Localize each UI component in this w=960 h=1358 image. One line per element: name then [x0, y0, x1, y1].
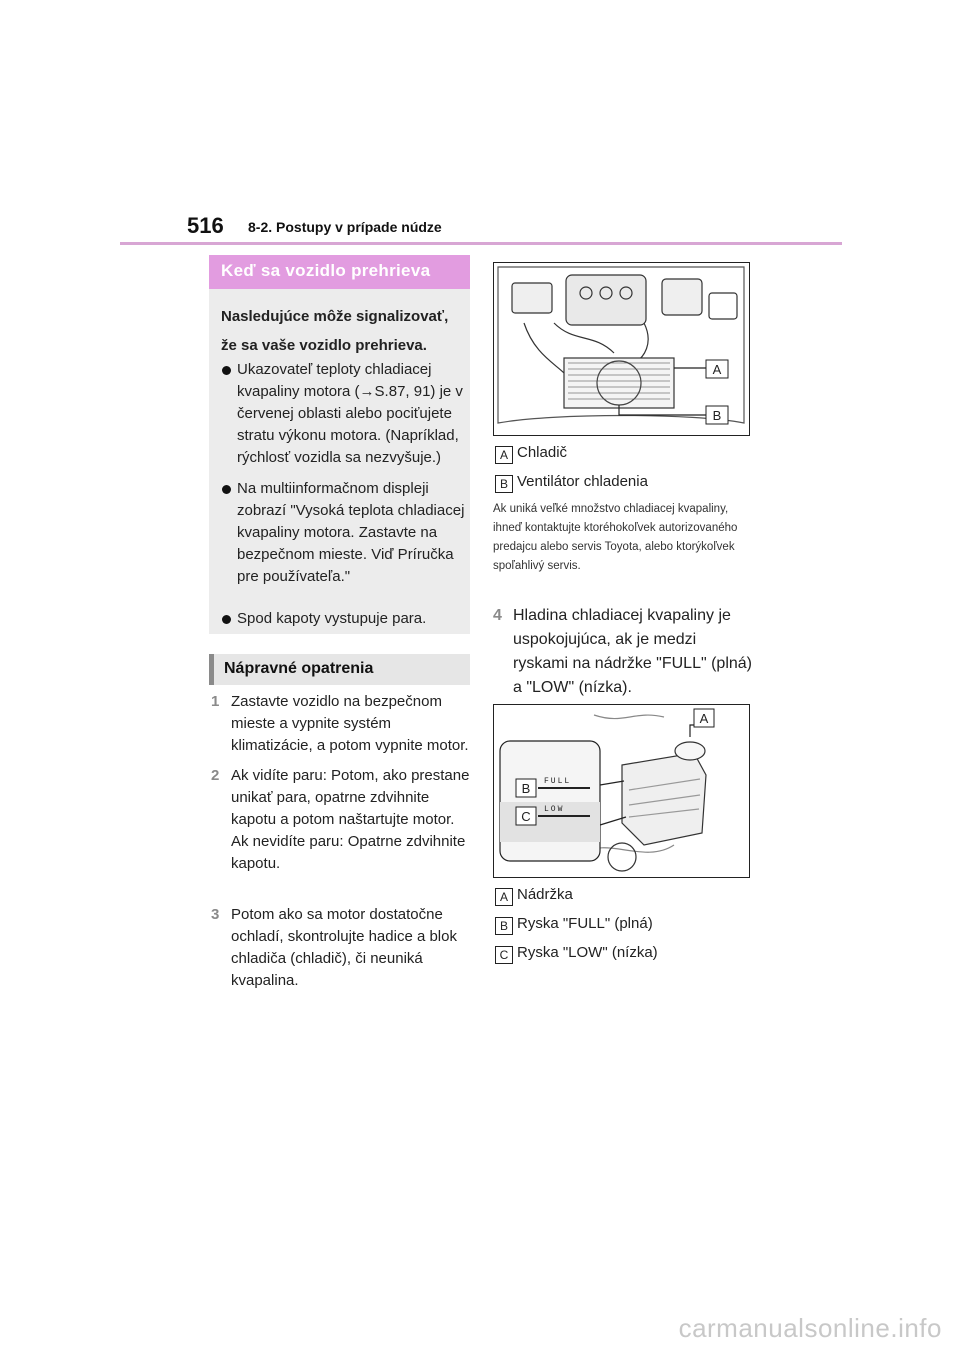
callout-b-label: B	[712, 408, 722, 423]
reservoir-drawing	[494, 705, 749, 877]
callout-a-label: A	[712, 362, 722, 377]
callout-c-label: C	[521, 809, 531, 824]
caption-tag: C	[495, 946, 513, 964]
caption-cooling-fan	[495, 473, 648, 493]
step-number: 3	[211, 906, 220, 923]
step-text: Ak vidíte paru: Potom, ako prestane unikať para, opatrne zdvihnite kapotu a potom naštartujte motor. Ak nevidíte paru: Opatrne zdvihnite kapotu.	[231, 767, 470, 872]
header-divider	[120, 242, 842, 245]
symptoms-box	[209, 289, 470, 634]
symptom-item	[221, 478, 467, 588]
callout-b-label: B	[521, 781, 531, 796]
callout-a-label: A	[699, 711, 709, 726]
scale-low-text: LOW	[544, 805, 565, 814]
caption-tag: B	[495, 917, 513, 935]
caption-radiator	[495, 444, 567, 464]
leak-note: Ak uniká veľké množstvo chladiacej kvapaliny, ihneď kontaktujte ktoréhokoľvek autorizovaného predajcu alebo servis Toyota, alebo ktorýkoľvek spoľahlivý servis.	[493, 503, 738, 572]
symptom-item	[221, 359, 467, 469]
symptom-text: Na multiinformačnom displeji zobrazí "Vysoká teplota chladiacej kvapaliny motora. Zastavte na bezpečnom mieste. Viď Príručka pre používateľa."	[237, 480, 465, 585]
caption-full-mark	[495, 915, 653, 935]
engine-bay-illustration	[493, 262, 750, 436]
symptoms-lead: Nasledujúce môže signalizovať, že sa vaše vozidlo prehrieva.	[221, 308, 449, 354]
step-text: Zastavte vozidlo na bezpečnom mieste a vypnite systém klimatizácie, a potom vypnite motor.	[231, 693, 469, 754]
symptom-item	[221, 608, 467, 630]
scale-full-text: FULL	[544, 777, 572, 786]
engine-bay-drawing	[494, 263, 749, 435]
reservoir-illustration	[493, 704, 750, 878]
remedy-step	[211, 691, 473, 757]
caption-text: Ventilátor chladenia	[517, 473, 648, 490]
step-text: Hladina chladiacej kvapaliny je uspokojujúca, ak je medzi ryskami na nádržke "FULL" (plná) a "LOW" (nízka).	[513, 607, 752, 696]
bullet-icon	[222, 485, 231, 494]
watermark: carmanualsonline.info	[678, 1313, 942, 1343]
caption-reservoir	[495, 886, 573, 906]
symptom-text: Ukazovateľ teploty chladiacej kvapaliny motora (→S.87, 91) je v červenej oblasti alebo pociťujete stratu výkonu motora. (Napríklad, rýchlosť vozidla sa nezvyšuje.)	[237, 361, 463, 466]
caption-low-mark	[495, 944, 658, 964]
remedy-heading: Nápravné opatrenia	[209, 654, 470, 685]
remedy-step	[211, 904, 473, 992]
remedy-step	[493, 604, 755, 700]
bullet-icon	[222, 366, 231, 375]
caption-tag: B	[495, 475, 513, 493]
caption-text: Ryska "LOW" (nízka)	[517, 944, 658, 961]
step-number: 2	[211, 767, 220, 784]
caption-text: Ryska "FULL" (plná)	[517, 915, 653, 932]
caption-tag: A	[495, 888, 513, 906]
step-text: Potom ako sa motor dostatočne ochladí, skontrolujte hadice a blok chladiča (chladič), či neuniká kvapalina.	[231, 906, 457, 989]
step-number: 1	[211, 693, 220, 710]
overheating-heading: Keď sa vozidlo prehrieva	[209, 255, 470, 289]
remedy-step	[211, 765, 473, 875]
bullet-icon	[222, 615, 231, 624]
step-number: 4	[493, 607, 502, 624]
symptom-text: Spod kapoty vystupuje para.	[237, 610, 427, 627]
page-number: 516	[187, 213, 224, 238]
caption-tag: A	[495, 446, 513, 464]
caption-text: Chladič	[517, 444, 568, 461]
caption-text: Nádržka	[517, 886, 573, 903]
section-title: 8-2. Postupy v prípade núdze	[248, 219, 442, 235]
